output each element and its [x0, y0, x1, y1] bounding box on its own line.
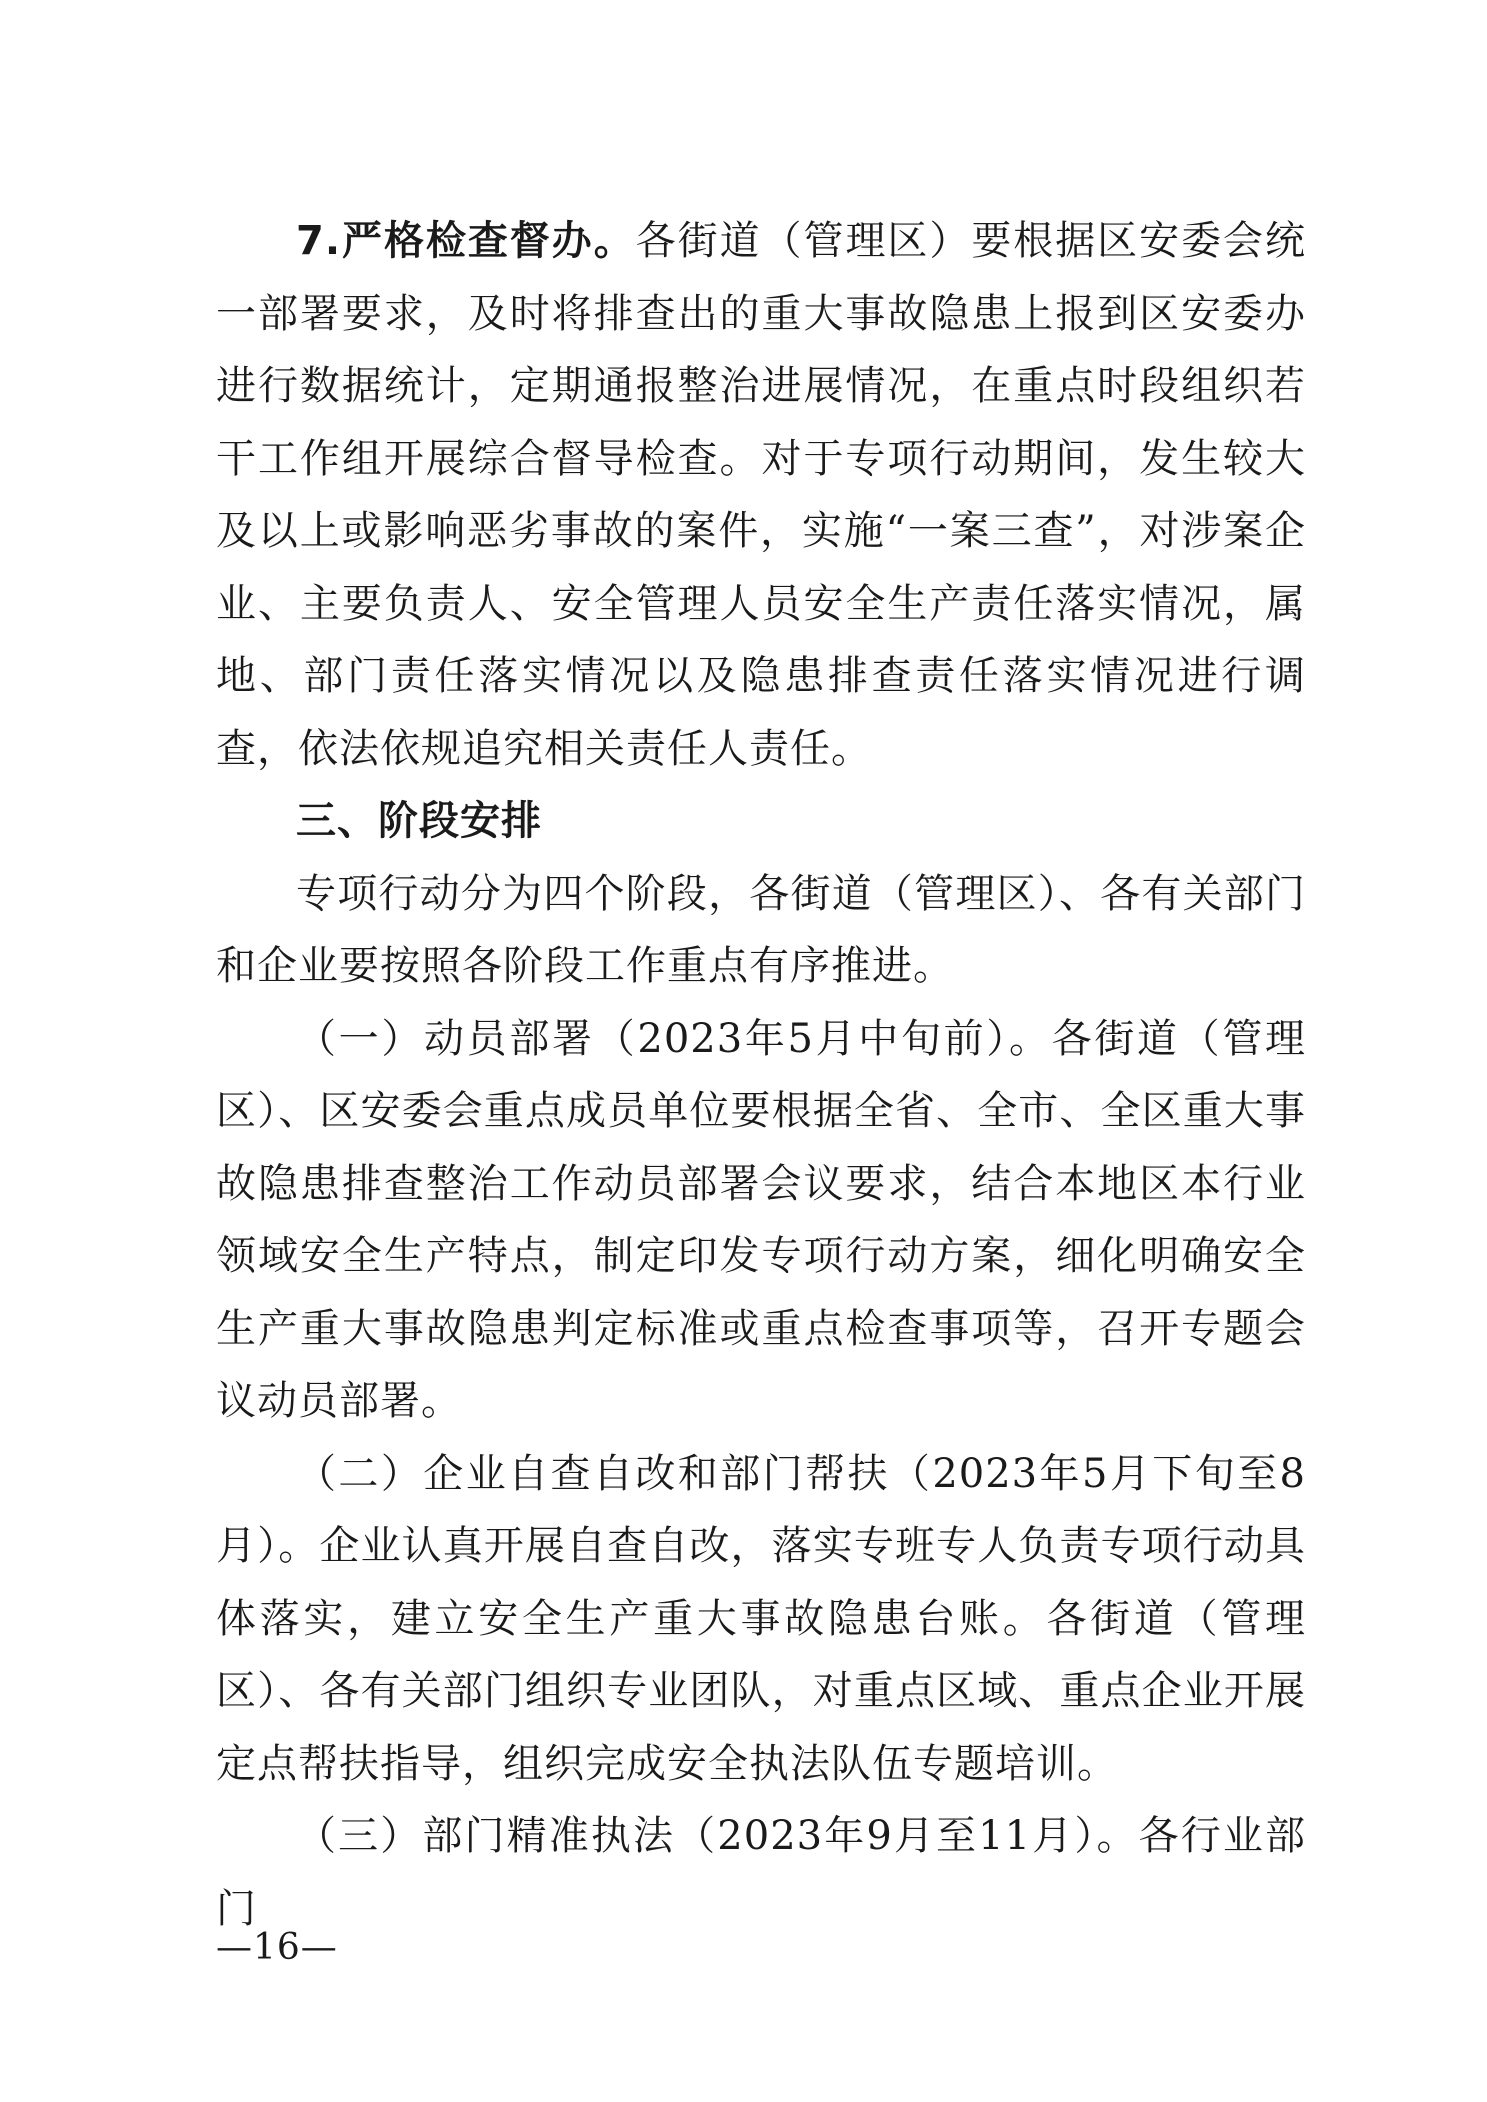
paragraph-stage-overview: 专项行动分为四个阶段，各街道（管理区）、各有关部门和企业要按照各阶段工作重点有序推进。	[216, 870, 1306, 989]
paragraph-stage-enforcement: （三）部门精准执法（2023年9月至11月）。各行业部门	[216, 1813, 1306, 1932]
document-body	[216, 205, 1306, 1945]
paragraph-text: 各街道（管理区）要根据区安委会统一部署要求，及时将排查出的重大事故隐患上报到区安委办进行数据统计，定期通报整治进展情况，在重点时段组织若干工作组开展综合督导检查。对于专项行动期间，发生较大及以上或影响恶劣事故的案件，实施“一案三查”，对涉案企业、主要负责人、安全管理人员安全生产责任落实情况，属地、部门责任落实情况以及隐患排查责任落实情况进行调查，依法依规追究相关责任人责任。	[216, 218, 1306, 772]
section-heading: 三、阶段安排	[296, 798, 542, 844]
paragraph-stage-self-inspection: （二）企业自查自改和部门帮扶（2023年5月下旬至8月）。企业认真开展自查自改，落实专班专人负责专项行动具体落实，建立安全生产重大事故隐患台账。各街道（管理区）、各有关部门组织专业团队，对重点区域、重点企业开展定点帮扶指导，组织完成安全执法队伍专题培训。	[216, 1450, 1306, 1787]
page-number: —16—	[216, 1927, 338, 1968]
paragraph-lead-title: 7.严格检查督办。	[296, 218, 636, 264]
paragraph-stage-mobilization: （一）动员部署（2023年5月中旬前）。各街道（管理区）、区安委会重点成员单位要根据全省、全市、全区重大事故隐患排查整治工作动员部署会议要求，结合本地区本行业领域安全生产特点，制定印发专项行动方案，细化明确安全生产重大事故隐患判定标准或重点检查事项等，召开专题会议动员部署。	[216, 1015, 1306, 1424]
paragraph-strict-inspection	[216, 205, 1306, 785]
